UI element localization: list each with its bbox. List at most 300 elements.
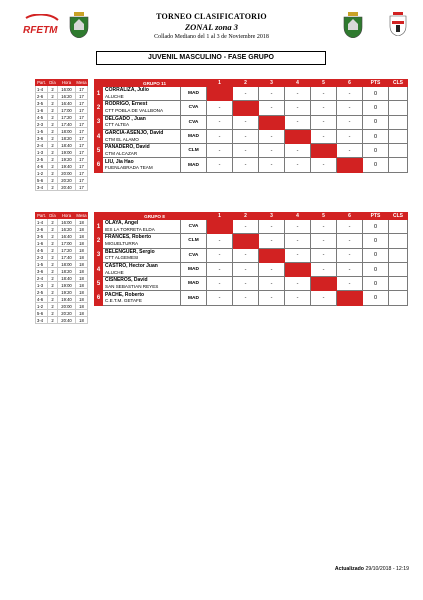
match-table: 17 — [76, 149, 88, 156]
match-time: 19:20 — [58, 156, 76, 163]
schedule-header: Part. — [37, 213, 46, 218]
match-pair: 1-5 — [36, 128, 48, 135]
player-region: MAD — [181, 158, 207, 172]
match-time: 17:00 — [58, 107, 76, 114]
match-day: 2 — [48, 149, 58, 156]
match-pair: 2-4 — [36, 275, 48, 282]
match-result-cell: - — [285, 234, 311, 248]
schedule-row — [36, 275, 88, 282]
opponent-col-header: 3 — [259, 80, 285, 87]
schedule-row — [36, 149, 88, 156]
opponent-col-header: 6 — [337, 213, 363, 220]
match-pair: 2-4 — [36, 142, 48, 149]
match-result-cell: - — [337, 262, 363, 276]
schedule-header: Día — [49, 80, 56, 85]
match-table: 17 — [76, 86, 88, 93]
self-match-cell — [337, 291, 363, 305]
match-result-cell: - — [259, 220, 285, 234]
player-seed: 4 — [95, 262, 103, 276]
match-result-cell: - — [285, 220, 311, 234]
player-classification — [389, 220, 408, 234]
match-day: 2 — [48, 247, 58, 254]
player-club: C.E.T.M. GETAFE — [105, 298, 142, 304]
match-result-cell: - — [207, 158, 233, 172]
self-match-cell — [285, 262, 311, 276]
player-row — [95, 277, 408, 291]
player-name: RODRIGO, Ernest — [105, 101, 148, 108]
player-row — [95, 144, 408, 158]
player-classification — [389, 262, 408, 276]
player-seed: 6 — [95, 291, 103, 305]
player-points: 0 — [363, 234, 389, 248]
player-classification — [389, 158, 408, 172]
match-pair: 3-5 — [36, 233, 48, 240]
player-club: CTM ALCAZAR — [105, 150, 138, 156]
match-result-cell: - — [285, 248, 311, 262]
schedule-row — [36, 177, 88, 184]
opponent-col-header: 4 — [285, 80, 311, 87]
match-time: 19:20 — [58, 289, 76, 296]
match-result-cell: - — [233, 291, 259, 305]
match-pair: 1-4 — [36, 86, 48, 93]
player-points: 0 — [363, 158, 389, 172]
player-name: DELGADO , Juan — [105, 115, 146, 122]
player-points: 0 — [363, 87, 389, 101]
match-table: 17 — [76, 177, 88, 184]
match-time: 16:20 — [58, 226, 76, 233]
match-pair: 1-5 — [36, 261, 48, 268]
match-table: 18 — [76, 310, 88, 317]
match-result-cell: - — [207, 144, 233, 158]
player-classification — [389, 248, 408, 262]
schedule-row — [36, 142, 88, 149]
schedule-row — [36, 135, 88, 142]
match-day: 2 — [48, 142, 58, 149]
self-match-cell — [207, 87, 233, 101]
schedule-header: Mesa — [76, 213, 87, 218]
player-cell — [103, 129, 181, 143]
player-points: 0 — [363, 291, 389, 305]
match-table: 17 — [76, 135, 88, 142]
self-match-cell — [207, 220, 233, 234]
self-match-cell — [311, 144, 337, 158]
match-day: 2 — [48, 100, 58, 107]
player-seed: 6 — [95, 158, 103, 172]
player-name: FRANCES, Roberto — [105, 234, 152, 241]
match-time: 20:20 — [58, 310, 76, 317]
match-time: 17:20 — [58, 114, 76, 121]
match-table: 17 — [76, 100, 88, 107]
match-result-cell: - — [207, 101, 233, 115]
match-table: 17 — [76, 107, 88, 114]
match-time: 19:40 — [58, 163, 76, 170]
match-result-cell: - — [259, 144, 285, 158]
player-seed: 4 — [95, 129, 103, 143]
match-pair: 5-6 — [36, 177, 48, 184]
schedule-row — [36, 93, 88, 100]
match-result-cell: - — [337, 248, 363, 262]
player-name: LIU, Jia Hao — [105, 158, 134, 165]
match-time: 16:20 — [58, 93, 76, 100]
opponent-col-header: 5 — [311, 80, 337, 87]
match-table: 17 — [76, 142, 88, 149]
schedule-row — [36, 184, 88, 191]
player-region: CVA — [181, 115, 207, 129]
match-result-cell: - — [233, 277, 259, 291]
schedule-row — [36, 282, 88, 289]
match-result-cell: - — [207, 248, 233, 262]
match-table: 17 — [76, 170, 88, 177]
match-result-cell: - — [337, 220, 363, 234]
match-result-cell: - — [233, 262, 259, 276]
match-schedule-table — [35, 79, 88, 191]
player-region: CLM — [181, 144, 207, 158]
match-time: 16:00 — [58, 219, 76, 226]
player-row — [95, 234, 408, 248]
schedule-row — [36, 107, 88, 114]
player-club: IES LA TORRETA ELDA — [105, 226, 155, 232]
schedule-row — [36, 296, 88, 303]
player-region: MAD — [181, 262, 207, 276]
tournament-title: TORNEO CLASIFICATORIO — [156, 12, 267, 21]
group-results-table — [94, 79, 408, 173]
match-result-cell: - — [337, 87, 363, 101]
schedule-row — [36, 121, 88, 128]
player-name: PACHE, Roberto — [105, 291, 145, 298]
self-match-cell — [259, 115, 285, 129]
player-seed: 3 — [95, 248, 103, 262]
player-cell — [103, 291, 181, 305]
self-match-cell — [337, 158, 363, 172]
match-result-cell: - — [311, 248, 337, 262]
match-table: 17 — [76, 93, 88, 100]
match-pair: 3-4 — [36, 317, 48, 324]
player-row — [95, 115, 408, 129]
match-result-cell: - — [259, 101, 285, 115]
match-time: 18:20 — [58, 268, 76, 275]
match-time: 20:00 — [58, 170, 76, 177]
match-day: 2 — [48, 226, 58, 233]
match-result-cell: - — [311, 262, 337, 276]
player-cell — [103, 277, 181, 291]
schedule-header: Hora — [58, 80, 76, 86]
schedule-row — [36, 303, 88, 310]
match-day: 2 — [48, 107, 58, 114]
match-result-cell: - — [311, 158, 337, 172]
classification-header: CLS — [389, 213, 408, 220]
match-time: 16:40 — [58, 233, 76, 240]
schedule-row — [36, 289, 88, 296]
match-time: 19:40 — [58, 296, 76, 303]
match-day: 2 — [48, 254, 58, 261]
match-day: 2 — [48, 282, 58, 289]
match-table: 18 — [76, 219, 88, 226]
match-result-cell: - — [259, 234, 285, 248]
match-result-cell: - — [285, 101, 311, 115]
opponent-col-header: 2 — [233, 213, 259, 220]
player-club: ALUCHE — [105, 93, 124, 99]
points-header: PTS — [363, 213, 389, 220]
player-club: MIGUELTURRA — [105, 240, 139, 246]
schedule-row — [36, 268, 88, 275]
match-time: 20:00 — [58, 303, 76, 310]
player-club: CTT POBLA DE VALLBONA — [105, 107, 164, 113]
match-result-cell: - — [311, 87, 337, 101]
match-pair: 1-2 — [36, 303, 48, 310]
match-pair: 5-6 — [36, 310, 48, 317]
player-cell — [103, 101, 181, 115]
player-cell — [103, 87, 181, 101]
match-day: 2 — [48, 184, 58, 191]
opponent-col-header: 1 — [207, 213, 233, 220]
self-match-cell — [233, 101, 259, 115]
group-num-header — [95, 80, 103, 87]
match-result-cell: - — [311, 101, 337, 115]
match-result-cell: - — [337, 115, 363, 129]
opponent-col-header: 3 — [259, 213, 285, 220]
match-time: 18:20 — [58, 135, 76, 142]
match-pair: 2-6 — [36, 226, 48, 233]
player-name: GARCIA-ASENJO, David — [105, 130, 164, 137]
match-day: 2 — [48, 156, 58, 163]
match-time: 17:00 — [58, 240, 76, 247]
match-time: 16:40 — [58, 100, 76, 107]
section-title: JUVENIL MASCULINO - FASE GRUPO — [96, 51, 326, 65]
match-pair: 4-6 — [36, 296, 48, 303]
match-result-cell: - — [285, 291, 311, 305]
match-result-cell: - — [207, 129, 233, 143]
match-time: 20:40 — [58, 317, 76, 324]
match-day: 2 — [48, 93, 58, 100]
player-classification — [389, 291, 408, 305]
match-day: 2 — [48, 128, 58, 135]
self-match-cell — [285, 129, 311, 143]
match-result-cell: - — [233, 144, 259, 158]
match-pair: 3-4 — [36, 184, 48, 191]
player-classification — [389, 144, 408, 158]
player-name: OLAYA, Ángel — [105, 220, 139, 227]
player-seed: 1 — [95, 87, 103, 101]
match-table: 18 — [76, 226, 88, 233]
match-time: 16:00 — [58, 86, 76, 93]
match-day: 2 — [48, 233, 58, 240]
opponent-col-header: 4 — [285, 213, 311, 220]
match-day: 2 — [48, 289, 58, 296]
player-row — [95, 291, 408, 305]
match-table: 18 — [76, 240, 88, 247]
player-points: 0 — [363, 101, 389, 115]
match-result-cell: - — [259, 129, 285, 143]
match-result-cell: - — [311, 234, 337, 248]
match-result-cell: - — [233, 220, 259, 234]
match-day: 2 — [48, 275, 58, 282]
match-result-cell: - — [285, 87, 311, 101]
schedule-row — [36, 261, 88, 268]
match-pair: 1-4 — [36, 219, 48, 226]
player-seed: 2 — [95, 234, 103, 248]
schedule-row — [36, 170, 88, 177]
match-result-cell: - — [233, 158, 259, 172]
schedule-row — [36, 254, 88, 261]
match-table: 18 — [76, 233, 88, 240]
match-result-cell: - — [259, 262, 285, 276]
match-result-cell: - — [285, 277, 311, 291]
player-name: CASTRO, Hector Juan — [105, 263, 158, 270]
match-result-cell: - — [337, 144, 363, 158]
match-result-cell: - — [233, 248, 259, 262]
match-time: 18:40 — [58, 275, 76, 282]
match-day: 2 — [48, 219, 58, 226]
match-time: 18:00 — [58, 261, 76, 268]
player-region: MAD — [181, 129, 207, 143]
match-table: 18 — [76, 289, 88, 296]
player-club: CTT ALGEMESI — [105, 255, 139, 261]
match-pair: 4-5 — [36, 114, 48, 121]
match-pair: 1-2 — [36, 170, 48, 177]
schedule-header: Part. — [37, 80, 46, 85]
match-pair: 1-6 — [36, 240, 48, 247]
match-day: 2 — [48, 261, 58, 268]
schedule-row — [36, 163, 88, 170]
match-result-cell: - — [337, 129, 363, 143]
match-day: 2 — [48, 114, 58, 121]
match-table: 18 — [76, 268, 88, 275]
match-result-cell: - — [207, 291, 233, 305]
schedule-row — [36, 100, 88, 107]
rfetm-logo-text: RFETM — [23, 25, 58, 36]
match-result-cell: - — [233, 129, 259, 143]
match-result-cell: - — [337, 101, 363, 115]
match-result-cell: - — [207, 262, 233, 276]
match-pair: 4-6 — [36, 163, 48, 170]
match-table: 18 — [76, 254, 88, 261]
match-result-cell: - — [233, 87, 259, 101]
group-results-table — [94, 212, 408, 306]
match-result-cell: - — [233, 115, 259, 129]
match-time: 19:00 — [58, 282, 76, 289]
player-classification — [389, 115, 408, 129]
player-seed: 3 — [95, 115, 103, 129]
schedule-header: Mesa — [76, 80, 87, 85]
player-row — [95, 101, 408, 115]
match-table: 18 — [76, 303, 88, 310]
match-result-cell: - — [311, 129, 337, 143]
match-day: 2 — [48, 121, 58, 128]
match-result-cell: - — [311, 291, 337, 305]
tournament-zone: ZONAL zona 3 — [184, 22, 239, 32]
match-table: 17 — [76, 156, 88, 163]
match-pair: 1-6 — [36, 107, 48, 114]
player-name: BELENGUER, Sergio — [105, 248, 155, 255]
match-result-cell: - — [311, 220, 337, 234]
player-seed: 2 — [95, 101, 103, 115]
match-day: 2 — [48, 310, 58, 317]
match-table: 17 — [76, 163, 88, 170]
match-day: 2 — [48, 296, 58, 303]
schedule-row — [36, 226, 88, 233]
match-result-cell: - — [259, 87, 285, 101]
group-name: GRUPO 11 — [103, 80, 207, 87]
match-result-cell: - — [285, 158, 311, 172]
match-result-cell: - — [311, 115, 337, 129]
classification-header: CLS — [389, 80, 408, 87]
schedule-row — [36, 317, 88, 324]
group-name: GRUPO 8 — [103, 213, 207, 220]
player-region: CLM — [181, 234, 207, 248]
player-name: CISNEROS, David — [105, 277, 148, 284]
player-row — [95, 158, 408, 172]
player-region: CVA — [181, 248, 207, 262]
player-name: PANADERO, David — [105, 144, 150, 151]
match-result-cell: - — [259, 277, 285, 291]
schedule-row — [36, 247, 88, 254]
match-pair: 2-6 — [36, 93, 48, 100]
player-row — [95, 220, 408, 234]
opponent-col-header: 5 — [311, 213, 337, 220]
last-updated — [335, 566, 409, 572]
player-classification — [389, 87, 408, 101]
match-result-cell: - — [285, 144, 311, 158]
player-cell — [103, 144, 181, 158]
match-table: 18 — [76, 296, 88, 303]
self-match-cell — [311, 277, 337, 291]
match-table: 18 — [76, 275, 88, 282]
match-day: 2 — [48, 163, 58, 170]
opponent-col-header: 2 — [233, 80, 259, 87]
match-table: 18 — [76, 247, 88, 254]
match-time: 17:40 — [58, 121, 76, 128]
player-cell — [103, 115, 181, 129]
player-club: CTM EL ALAMO — [105, 136, 139, 142]
player-club: FUENLABRADA TEAM — [105, 165, 153, 171]
match-time: 18:00 — [58, 128, 76, 135]
match-result-cell: - — [207, 277, 233, 291]
player-cell — [103, 262, 181, 276]
schedule-row — [36, 240, 88, 247]
player-classification — [389, 129, 408, 143]
match-pair: 2-3 — [36, 121, 48, 128]
tournament-venue: Collado Mediano del 1 al 3 de Noviembre 2018 — [154, 34, 269, 40]
match-day: 2 — [48, 86, 58, 93]
match-table: 18 — [76, 261, 88, 268]
player-points: 0 — [363, 115, 389, 129]
player-region: MAD — [181, 87, 207, 101]
match-result-cell: - — [207, 234, 233, 248]
player-points: 0 — [363, 220, 389, 234]
player-cell — [103, 234, 181, 248]
match-day: 2 — [48, 170, 58, 177]
player-row — [95, 129, 408, 143]
schedule-row — [36, 219, 88, 226]
player-region: MAD — [181, 277, 207, 291]
match-pair: 1-3 — [36, 282, 48, 289]
self-match-cell — [259, 248, 285, 262]
match-table: 17 — [76, 114, 88, 121]
match-time: 19:00 — [58, 149, 76, 156]
match-schedule-table — [35, 212, 88, 324]
player-row — [95, 262, 408, 276]
schedule-row — [36, 310, 88, 317]
player-seed: 1 — [95, 220, 103, 234]
match-result-cell: - — [285, 115, 311, 129]
match-time: 17:40 — [58, 254, 76, 261]
match-day: 2 — [48, 268, 58, 275]
match-time: 20:20 — [58, 177, 76, 184]
schedule-row — [36, 114, 88, 121]
player-seed: 5 — [95, 144, 103, 158]
group-num-header — [95, 213, 103, 220]
player-region: CVA — [181, 101, 207, 115]
